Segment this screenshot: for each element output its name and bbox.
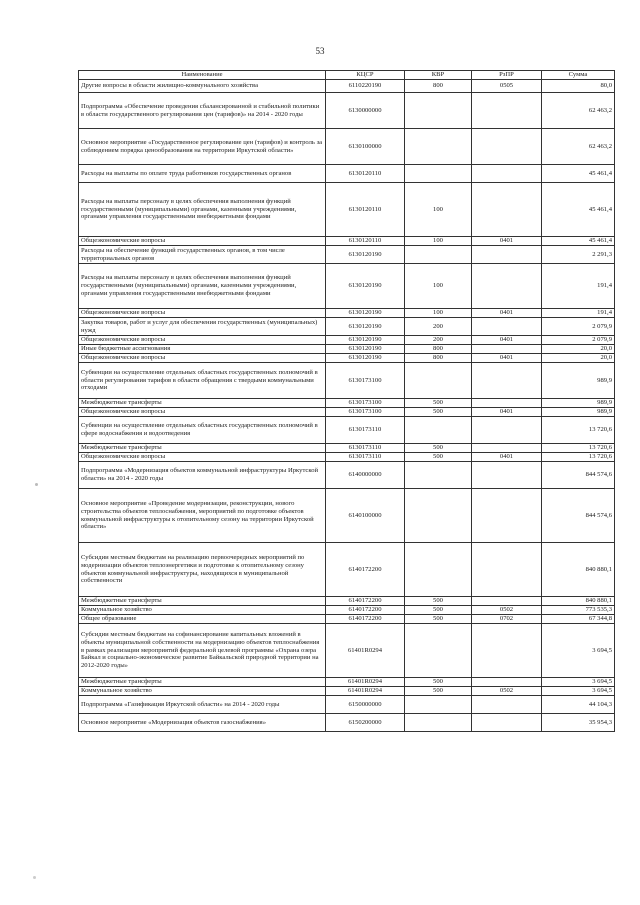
row-rzpr (472, 165, 542, 183)
table-row (79, 615, 615, 624)
row-kvr: 500 (405, 453, 472, 462)
row-rzpr (472, 597, 542, 606)
row-sum: 2 291,3 (542, 246, 615, 264)
row-sum: 844 574,6 (542, 489, 615, 543)
row-rzpr (472, 363, 542, 399)
row-sum: 3 694,5 (542, 678, 615, 687)
row-kcsr: 6130173100 (326, 363, 405, 399)
row-kvr: 800 (405, 80, 472, 93)
row-rzpr (472, 318, 542, 336)
row-kcsr: 6110220190 (326, 80, 405, 93)
row-name: Основное мероприятие «Модернизация объектов газоснабжения» (79, 714, 326, 732)
row-kcsr: 6130120110 (326, 183, 405, 237)
row-kcsr: 6140172200 (326, 615, 405, 624)
row-kcsr: 6130173110 (326, 417, 405, 444)
row-sum: 3 694,5 (542, 624, 615, 678)
row-kvr: 800 (405, 354, 472, 363)
table-row (79, 408, 615, 417)
row-sum: 45 461,4 (542, 165, 615, 183)
row-kvr: 500 (405, 399, 472, 408)
row-rzpr: 0401 (472, 354, 542, 363)
row-name: Подпрограмма «Обеспечение проведения сбалансированной и стабильной политики в области государственного регулирования цен (тарифов)» на 2014 - 2020 годы (79, 93, 326, 129)
row-name: Расходы на выплаты персоналу в целях обеспечения выполнения функций государственными (муниципальными) органами, казенными учреждениями, органами управления государственными внебюджетными фондами (79, 183, 326, 237)
table-row (79, 714, 615, 732)
row-rzpr: 0502 (472, 606, 542, 615)
row-kvr: 500 (405, 444, 472, 453)
table-row (79, 318, 615, 336)
row-kvr: 500 (405, 606, 472, 615)
row-sum: 67 344,8 (542, 615, 615, 624)
row-name: Коммунальное хозяйство (79, 606, 326, 615)
row-sum: 989,9 (542, 408, 615, 417)
header-kvr: КВР (405, 71, 472, 80)
row-kcsr: 6140172200 (326, 543, 405, 597)
row-kvr: 100 (405, 309, 472, 318)
row-name: Субсидии местным бюджетам на реализацию первоочередных мероприятий по модернизации объектов теплоэнергетики и подготовке к отопительному сезону объектов коммунальной инфраструктуры, находящихся в муниципальной собственности (79, 543, 326, 597)
row-sum: 3 694,5 (542, 687, 615, 696)
row-kvr (405, 696, 472, 714)
row-kcsr: 61401R0294 (326, 687, 405, 696)
row-rzpr (472, 345, 542, 354)
table-row (79, 399, 615, 408)
table-row (79, 165, 615, 183)
row-kvr: 100 (405, 237, 472, 246)
table-row (79, 489, 615, 543)
row-kcsr: 6130120110 (326, 237, 405, 246)
row-sum: 989,9 (542, 363, 615, 399)
table-row (79, 687, 615, 696)
row-name: Подпрограмма «Газификация Иркутской области» на 2014 - 2020 годы (79, 696, 326, 714)
page-number: 53 (315, 46, 325, 56)
row-kvr (405, 462, 472, 489)
row-name: Общеэкономические вопросы (79, 453, 326, 462)
row-name: Другие вопросы в области жилищно-коммунального хозяйства (79, 80, 326, 93)
row-kvr (405, 489, 472, 543)
row-rzpr (472, 183, 542, 237)
row-kcsr: 6130173100 (326, 399, 405, 408)
row-rzpr (472, 714, 542, 732)
row-kcsr: 6150000000 (326, 696, 405, 714)
row-kcsr: 6130120190 (326, 354, 405, 363)
row-kcsr: 6130120190 (326, 318, 405, 336)
row-rzpr (472, 93, 542, 129)
row-kcsr: 6140172200 (326, 606, 405, 615)
row-kvr (405, 93, 472, 129)
row-rzpr (472, 489, 542, 543)
row-rzpr (472, 399, 542, 408)
row-name: Расходы на обеспечение функций государственных органов, в том числе территориальных органов (79, 246, 326, 264)
row-sum: 62 463,2 (542, 129, 615, 165)
table-row (79, 129, 615, 165)
row-kcsr: 6130173110 (326, 444, 405, 453)
row-sum: 191,4 (542, 264, 615, 309)
row-rzpr (472, 696, 542, 714)
row-rzpr (472, 246, 542, 264)
row-kcsr: 6130120190 (326, 345, 405, 354)
budget-table (78, 70, 615, 732)
row-kcsr: 6130120190 (326, 264, 405, 309)
row-kcsr: 6150200000 (326, 714, 405, 732)
row-rzpr (472, 543, 542, 597)
table-row (79, 336, 615, 345)
row-name: Межбюджетные трансферты (79, 597, 326, 606)
table-row (79, 80, 615, 93)
row-name: Субсидии местным бюджетам на софинансирование капитальных вложений в объекты муниципальной собственности на модернизацию объектов теплоснабжения в рамках реализации мероприятий федеральной целевой программы «Охрана озера Байкал и социально-экономическое развитие Байкальской природной территории на 2012-2020 годы» (79, 624, 326, 678)
row-name: Общеэкономические вопросы (79, 309, 326, 318)
row-name: Общеэкономические вопросы (79, 237, 326, 246)
row-sum: 80,0 (542, 80, 615, 93)
table-row (79, 462, 615, 489)
row-kvr: 500 (405, 678, 472, 687)
table-row (79, 264, 615, 309)
table-header-row (79, 71, 615, 80)
row-sum: 45 461,4 (542, 237, 615, 246)
header-kcsr: КЦСР (326, 71, 405, 80)
row-kvr: 200 (405, 336, 472, 345)
table-row (79, 453, 615, 462)
row-kvr (405, 363, 472, 399)
row-rzpr: 0702 (472, 615, 542, 624)
row-rzpr: 0401 (472, 408, 542, 417)
row-rzpr: 0401 (472, 309, 542, 318)
table-row (79, 444, 615, 453)
table-row (79, 237, 615, 246)
table-row (79, 597, 615, 606)
row-kvr (405, 165, 472, 183)
table-row (79, 309, 615, 318)
row-rzpr (472, 444, 542, 453)
row-kvr: 500 (405, 687, 472, 696)
row-rzpr (472, 624, 542, 678)
row-kvr (405, 129, 472, 165)
row-sum: 44 104,3 (542, 696, 615, 714)
row-kcsr: 61401R0294 (326, 624, 405, 678)
row-kvr (405, 417, 472, 444)
row-kvr (405, 543, 472, 597)
row-rzpr: 0401 (472, 336, 542, 345)
row-sum: 20,0 (542, 345, 615, 354)
row-rzpr (472, 417, 542, 444)
row-sum: 62 463,2 (542, 93, 615, 129)
row-name: Подпрограмма «Модернизация объектов коммунальной инфраструктуры Иркутской области» на 2014 - 2020 годы (79, 462, 326, 489)
table-row (79, 606, 615, 615)
row-sum: 45 461,4 (542, 183, 615, 237)
row-sum: 844 574,6 (542, 462, 615, 489)
row-sum: 840 880,1 (542, 543, 615, 597)
row-kcsr: 6130173110 (326, 453, 405, 462)
row-kcsr: 6130120190 (326, 246, 405, 264)
table-row (79, 696, 615, 714)
row-kvr: 200 (405, 318, 472, 336)
row-name: Общеэкономические вопросы (79, 354, 326, 363)
row-kcsr: 6130120190 (326, 336, 405, 345)
row-kvr (405, 246, 472, 264)
row-name: Межбюджетные трансферты (79, 399, 326, 408)
row-sum: 35 954,3 (542, 714, 615, 732)
row-sum: 2 079,9 (542, 336, 615, 345)
row-kvr: 100 (405, 264, 472, 309)
row-sum: 20,0 (542, 354, 615, 363)
row-kvr: 500 (405, 597, 472, 606)
table-row (79, 183, 615, 237)
row-rzpr (472, 678, 542, 687)
row-kcsr: 61401R0294 (326, 678, 405, 687)
row-kvr: 500 (405, 615, 472, 624)
row-name: Межбюджетные трансферты (79, 444, 326, 453)
row-name: Межбюджетные трансферты (79, 678, 326, 687)
row-name: Коммунальное хозяйство (79, 687, 326, 696)
header-name: Наименование (79, 71, 326, 80)
row-rzpr: 0401 (472, 453, 542, 462)
row-name: Субвенции на осуществление отдельных областных государственных полномочий в области регулирования тарифов в области обращения с твердыми коммунальными отходами (79, 363, 326, 399)
row-rzpr (472, 462, 542, 489)
row-kvr (405, 714, 472, 732)
table-row (79, 624, 615, 678)
row-sum: 773 535,3 (542, 606, 615, 615)
table-row (79, 354, 615, 363)
row-kcsr: 6130173100 (326, 408, 405, 417)
row-name: Расходы на выплаты по оплате труда работников государственных органов (79, 165, 326, 183)
table-row (79, 543, 615, 597)
row-sum: 989,9 (542, 399, 615, 408)
row-kcsr: 6130120110 (326, 165, 405, 183)
row-sum: 191,4 (542, 309, 615, 318)
header-rzpr: РзПР (472, 71, 542, 80)
row-sum: 840 880,1 (542, 597, 615, 606)
row-sum: 13 720,6 (542, 444, 615, 453)
row-sum: 2 079,9 (542, 318, 615, 336)
table-body (79, 80, 615, 732)
row-name: Закупка товаров, работ и услуг для обеспечения государственных (муниципальных) нужд (79, 318, 326, 336)
table-row (79, 417, 615, 444)
row-name: Общее образование (79, 615, 326, 624)
row-kcsr: 6140100000 (326, 489, 405, 543)
row-sum: 13 720,6 (542, 417, 615, 444)
row-rzpr (472, 264, 542, 309)
table-row (79, 363, 615, 399)
table-row (79, 345, 615, 354)
row-kvr: 800 (405, 345, 472, 354)
table-row (79, 246, 615, 264)
header-sum: Сумма (542, 71, 615, 80)
row-rzpr (472, 129, 542, 165)
row-name: Основное мероприятие «Государственное регулирование цен (тарифов) и контроль за соблюдением порядка ценообразования на территории Иркутской области» (79, 129, 326, 165)
row-name: Субвенции на осуществление отдельных областных государственных полномочий в сфере водоснабжения и водоотведения (79, 417, 326, 444)
row-kvr (405, 624, 472, 678)
row-name: Расходы на выплаты персоналу в целях обеспечения выполнения функций государственными (муниципальными) органами, казенными учреждениями, органами управления государственными внебюджетными фондами (79, 264, 326, 309)
row-kcsr: 6140000000 (326, 462, 405, 489)
row-kcsr: 6130000000 (326, 93, 405, 129)
table-row (79, 678, 615, 687)
row-name: Иные бюджетные ассигнования (79, 345, 326, 354)
row-kcsr: 6140172200 (326, 597, 405, 606)
row-name: Общеэкономические вопросы (79, 408, 326, 417)
row-kcsr: 6130100000 (326, 129, 405, 165)
scan-speck (33, 876, 36, 879)
row-kvr: 100 (405, 183, 472, 237)
table-row (79, 93, 615, 129)
row-rzpr: 0502 (472, 687, 542, 696)
scan-speck (35, 483, 38, 486)
row-rzpr: 0401 (472, 237, 542, 246)
row-sum: 13 720,6 (542, 453, 615, 462)
row-kcsr: 6130120190 (326, 309, 405, 318)
row-name: Общеэкономические вопросы (79, 336, 326, 345)
row-name: Основное мероприятие «Проведение модернизации, реконструкции, нового строительства объектов теплоснабжения, мероприятий по подготовке объектов коммунальной инфраструктуры к отопительному сезону на территории Иркутской области» (79, 489, 326, 543)
row-kvr: 500 (405, 408, 472, 417)
row-rzpr: 0505 (472, 80, 542, 93)
